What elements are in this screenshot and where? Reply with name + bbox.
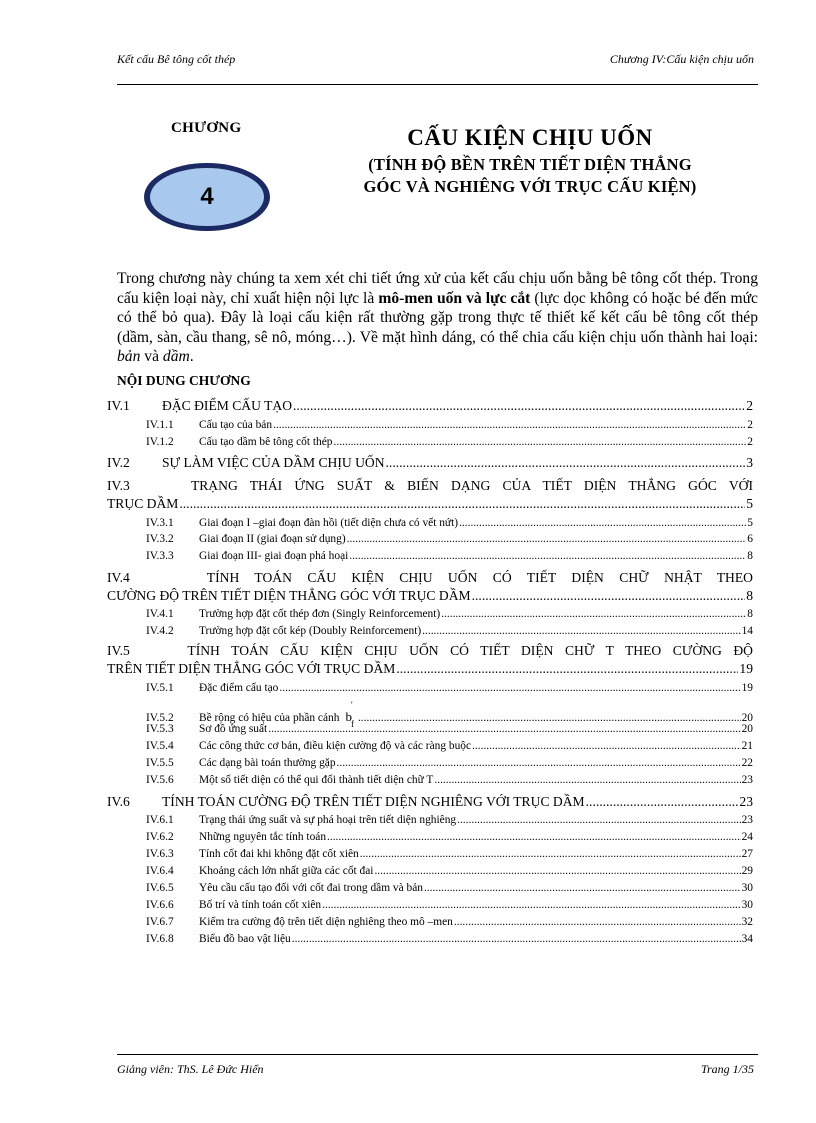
- chapter-title-line3: GÓC VÀ NGHIÊNG VỚI TRỤC CẤU KIỆN): [363, 177, 697, 196]
- toc-leader: [472, 740, 741, 752]
- footer-lecturer: Giảng viên: ThS. Lê Đức Hiển: [117, 1062, 264, 1076]
- toc-entry-title: Đặc điểm cấu tạo: [199, 682, 279, 694]
- toc-entry-page: 8: [746, 588, 753, 603]
- toc-entry-title: Sơ đồ ứng suất: [199, 723, 268, 735]
- intro-text-4: .: [189, 348, 194, 366]
- toc-entry[interactable]: [107, 831, 753, 843]
- toc-entry-title: Trường hợp đặt cốt thép đơn (Singly Reinforcement): [199, 608, 441, 620]
- toc-leader: [434, 774, 740, 786]
- toc-entry-number: IV.6.3: [146, 848, 174, 860]
- toc-leader: [374, 865, 740, 877]
- toc-entry-title: Biểu đồ bao vật liệu: [199, 933, 291, 945]
- toc-leader: [268, 723, 740, 735]
- toc-entry[interactable]: [107, 455, 753, 471]
- toc-entry[interactable]: [107, 865, 753, 877]
- toc-entry-page: 5: [746, 496, 753, 511]
- toc-entry-title: TRẠNG THÁI ỨNG SUẤT & BIẾN DẠNG CỦA TIẾT DIỆN THẲNG GÓC VỚI: [190, 478, 753, 493]
- toc-entry-title: Trường hợp đặt cốt kép (Doubly Reinforcement): [199, 625, 422, 637]
- header-course-title: Kết cấu Bê tông cốt thép: [117, 52, 236, 66]
- toc-entry-number: IV.6.4: [146, 865, 174, 877]
- toc-entry-page: 23: [741, 774, 753, 786]
- toc-entry-number: IV.1: [107, 398, 130, 413]
- toc-leader: [386, 455, 746, 471]
- toc-entry[interactable]: [107, 682, 753, 694]
- intro-text-1: Trong chương này chúng ta xem xét chi tiết ứng xử của kết cấu chịu uốn bằng bê tông cốt thép. Trong cấu kiện loại này, chỉ xuất hiện nội lực là: [117, 270, 758, 307]
- toc-entry-title-cont: TRỤC DẦM: [107, 496, 179, 511]
- toc-entry-title: Cấu tạo của bản: [199, 419, 273, 431]
- toc-entry[interactable]: [107, 533, 753, 545]
- footer-rule: [117, 1054, 758, 1055]
- toc-entry-title: Yêu cầu cấu tạo đối với cốt đai trong dầm và bản: [199, 882, 423, 894]
- toc-entry-title: SỰ LÀM VIỆC CỦA DẦM CHỊU UỐN: [162, 455, 385, 470]
- toc-entry-page: 8: [747, 608, 753, 620]
- toc-entry-page: 30: [741, 882, 753, 894]
- toc-entry[interactable]: [107, 848, 753, 860]
- toc-entry[interactable]: [107, 882, 753, 894]
- toc-leader: [347, 533, 747, 545]
- toc-entry-number: IV.5: [107, 643, 130, 658]
- toc-entry[interactable]: [107, 517, 753, 529]
- toc-entry-page: 8: [747, 550, 753, 562]
- toc-entry-number: IV.3.3: [146, 550, 174, 562]
- toc-entry-title: Kiểm tra cường độ trên tiết diện nghiêng theo mô –men: [199, 916, 453, 928]
- toc-entry-page: 2: [747, 436, 753, 448]
- toc-entry-number: IV.6.7: [146, 916, 174, 928]
- toc-entry-number: IV.2: [107, 455, 130, 470]
- toc-entry-title-cont: CƯỜNG ĐỘ TRÊN TIẾT DIỆN THẲNG GÓC VỚI TRỤC DẦM: [107, 588, 471, 603]
- toc-leader: [441, 608, 746, 620]
- toc-entry[interactable]: [107, 436, 753, 448]
- toc-entry-page: 23: [741, 814, 753, 826]
- toc-leader: [454, 916, 741, 928]
- toc-entry-number: IV.5.4: [146, 740, 174, 752]
- chapter-label: CHƯƠNG: [171, 120, 242, 136]
- toc-entry-page: 2: [747, 419, 753, 431]
- toc-leader: [293, 398, 745, 414]
- toc-entry-page: 24: [741, 831, 753, 843]
- toc-entry[interactable]: [107, 723, 753, 735]
- toc-entry-page: 32: [741, 916, 753, 928]
- toc-entry-number: IV.1.2: [146, 436, 174, 448]
- toc-entry-page: 14: [741, 625, 753, 637]
- toc-entry-page: 19: [739, 661, 753, 676]
- toc-entry-page: 27: [741, 848, 753, 860]
- toc-entry-title: Bố trí và tính toán cốt xiên: [199, 899, 322, 911]
- flange-width-symbol: b ' f: [345, 700, 354, 729]
- table-of-contents: [107, 0, 753, 1123]
- toc-entry[interactable]: [107, 608, 753, 620]
- toc-entry-title: Trạng thái ứng suất và sự phá hoại trên tiết diện nghiêng: [199, 814, 457, 826]
- toc-entry-title: TÍNH TOÁN CẤU KIỆN CHỊU UỐN CÓ TIẾT DIỆN CHỮ T THEO CƯỜNG ĐỘ: [187, 643, 753, 658]
- toc-entry[interactable]: [107, 814, 753, 826]
- toc-entry-page: 20: [741, 723, 753, 735]
- toc-leader: [292, 933, 741, 945]
- toc-entry-wrap-line[interactable]: [107, 478, 753, 494]
- toc-leader: [279, 682, 740, 694]
- toc-entry[interactable]: [107, 661, 753, 677]
- toc-leader: [422, 625, 740, 637]
- toc-entry-page: 5: [747, 517, 753, 529]
- toc-entry-number: IV.4.2: [146, 625, 174, 637]
- toc-entry-title: Những nguyên tắc tính toán: [199, 831, 327, 843]
- toc-entry-title: TÍNH TOÁN CƯỜNG ĐỘ TRÊN TIẾT DIỆN NGHIÊNG VỚI TRỤC DẦM: [162, 794, 585, 809]
- toc-entry[interactable]: [107, 496, 753, 512]
- intro-text-3: và: [140, 348, 163, 366]
- toc-entry-page: 30: [741, 899, 753, 911]
- toc-entry[interactable]: [107, 588, 753, 604]
- toc-heading: NỘI DUNG CHƯƠNG: [117, 373, 251, 388]
- toc-leader: [334, 436, 747, 448]
- intro-italic-slab: bản: [117, 348, 141, 366]
- toc-entry-title-cont: TRÊN TIẾT DIỆN THẲNG GÓC VỚI TRỤC DẦM: [107, 661, 396, 676]
- toc-entry[interactable]: [107, 757, 753, 769]
- toc-entry-number: IV.6.2: [146, 831, 174, 843]
- chapter-number: 4: [200, 183, 214, 210]
- toc-entry-title: Giai đoạn I –giai đoạn đàn hồi (tiết diện chưa có vết nứt): [199, 517, 459, 529]
- toc-leader: [327, 831, 741, 843]
- toc-entry-title: ĐẶC ĐIỂM CẤU TẠO: [162, 398, 293, 413]
- toc-entry[interactable]: [107, 933, 753, 945]
- toc-entry-number: IV.4: [107, 570, 130, 585]
- toc-entry[interactable]: [107, 916, 753, 928]
- toc-leader: [322, 899, 740, 911]
- toc-entry-number: IV.6.1: [146, 814, 174, 826]
- toc-entry-title: Các dạng bài toán thường gặp: [199, 757, 336, 769]
- header-chapter-title: Chương IV:Cấu kiện chịu uốn: [609, 52, 754, 66]
- toc-entry-title: Tính cốt đai khi không đặt cốt xiên: [199, 848, 359, 860]
- toc-leader: [179, 496, 745, 512]
- toc-entry-page: 3: [746, 455, 753, 470]
- toc-entry-number: IV.3: [107, 478, 130, 493]
- toc-entry[interactable]: [107, 625, 753, 637]
- toc-leader: [360, 848, 741, 860]
- toc-entry-page: 22: [741, 757, 753, 769]
- toc-entry-wrap-line[interactable]: [107, 643, 753, 659]
- chapter-title-line2: (TÍNH ĐỘ BỀN TRÊN TIẾT DIỆN THẲNG: [368, 155, 692, 174]
- toc-entry[interactable]: [107, 398, 753, 414]
- toc-leader: [273, 419, 746, 431]
- toc-entry-number: IV.3.2: [146, 533, 174, 545]
- toc-entry-title: Khoảng cách lớn nhất giữa các cốt đai: [199, 865, 374, 877]
- toc-entry[interactable]: [107, 774, 753, 786]
- toc-entry-title: Giai đoạn II (giai đoạn sử dụng): [199, 533, 346, 545]
- toc-entry-number: IV.5.3: [146, 723, 174, 735]
- footer-page-number: Trang 1/35: [700, 1062, 754, 1076]
- toc-entry[interactable]: [107, 740, 753, 752]
- toc-leader: [337, 757, 741, 769]
- toc-entry-wrap-line[interactable]: [107, 570, 753, 586]
- toc-entry-number: IV.1.1: [146, 419, 174, 431]
- toc-entry-number: IV.6: [107, 794, 130, 809]
- toc-entry-number: IV.6.8: [146, 933, 174, 945]
- intro-italic-beam: dầm: [162, 348, 190, 366]
- toc-entry-page: 6: [747, 533, 753, 545]
- toc-entry-title: Một số tiết diện có thể qui đổi thành tiết diện chữ T: [199, 774, 434, 786]
- toc-entry-number: IV.5.2: [146, 712, 174, 724]
- toc-entry-page: 19: [741, 682, 753, 694]
- toc-entry-title: Giai đoạn III- giai đoạn phá hoại: [199, 550, 349, 562]
- intro-bold-term: mô-men uốn và lực cắt: [378, 289, 531, 307]
- toc-leader: [424, 882, 741, 894]
- toc-entry[interactable]: [107, 419, 753, 431]
- toc-entry-title: Các công thức cơ bản, điều kiện cường độ và các ràng buộc: [199, 740, 472, 752]
- toc-entry-number: IV.5.6: [146, 774, 174, 786]
- toc-leader: [457, 814, 741, 826]
- toc-entry-number: IV.6.6: [146, 899, 174, 911]
- toc-entry-number: IV.5.5: [146, 757, 174, 769]
- toc-entry-page: 21: [741, 740, 753, 752]
- toc-entry-page: 20: [741, 712, 753, 724]
- toc-leader: [472, 588, 746, 604]
- toc-entry[interactable]: [107, 899, 753, 911]
- toc-entry-page: 23: [739, 794, 753, 809]
- toc-entry-page: 34: [741, 933, 753, 945]
- toc-entry-number: IV.5.1: [146, 682, 174, 694]
- toc-entry-page: 29: [741, 865, 753, 877]
- toc-entry-number: IV.6.5: [146, 882, 174, 894]
- toc-entry-title: TÍNH TOÁN CẤU KIỆN CHỊU UỐN CÓ TIẾT DIỆN CHỮ NHẬT THEO: [206, 570, 753, 585]
- toc-leader: [459, 517, 746, 529]
- toc-entry[interactable]: [107, 794, 753, 810]
- toc-leader: [349, 550, 746, 562]
- toc-entry-number: IV.3.1: [146, 517, 174, 529]
- toc-entry-number: IV.4.1: [146, 608, 174, 620]
- intro-text-2: (lực dọc không có hoặc bé đến mức có thể bỏ qua). Đây là loại cấu kiện rất thường gặp trong thực tế thiết kế kết cấu bê tông cốt thép (dầm, sàn, cầu thang, sê nô, móng…). Về mặt hình dáng, có thể chia cấu kiện chịu uốn thành hai loại:: [117, 289, 758, 346]
- toc-entry-title: Bề rộng có hiệu của phần cánh: [199, 712, 340, 724]
- chapter-title-line1: CẤU KIỆN CHỊU UỐN: [407, 125, 653, 150]
- toc-leader: [586, 794, 739, 810]
- toc-leader: [396, 661, 738, 677]
- toc-entry[interactable]: [107, 550, 753, 562]
- toc-entry-page: 2: [746, 398, 753, 413]
- toc-entry-title: Cấu tạo dầm bê tông cốt thép: [199, 436, 333, 448]
- page-footer: [117, 1062, 754, 1082]
